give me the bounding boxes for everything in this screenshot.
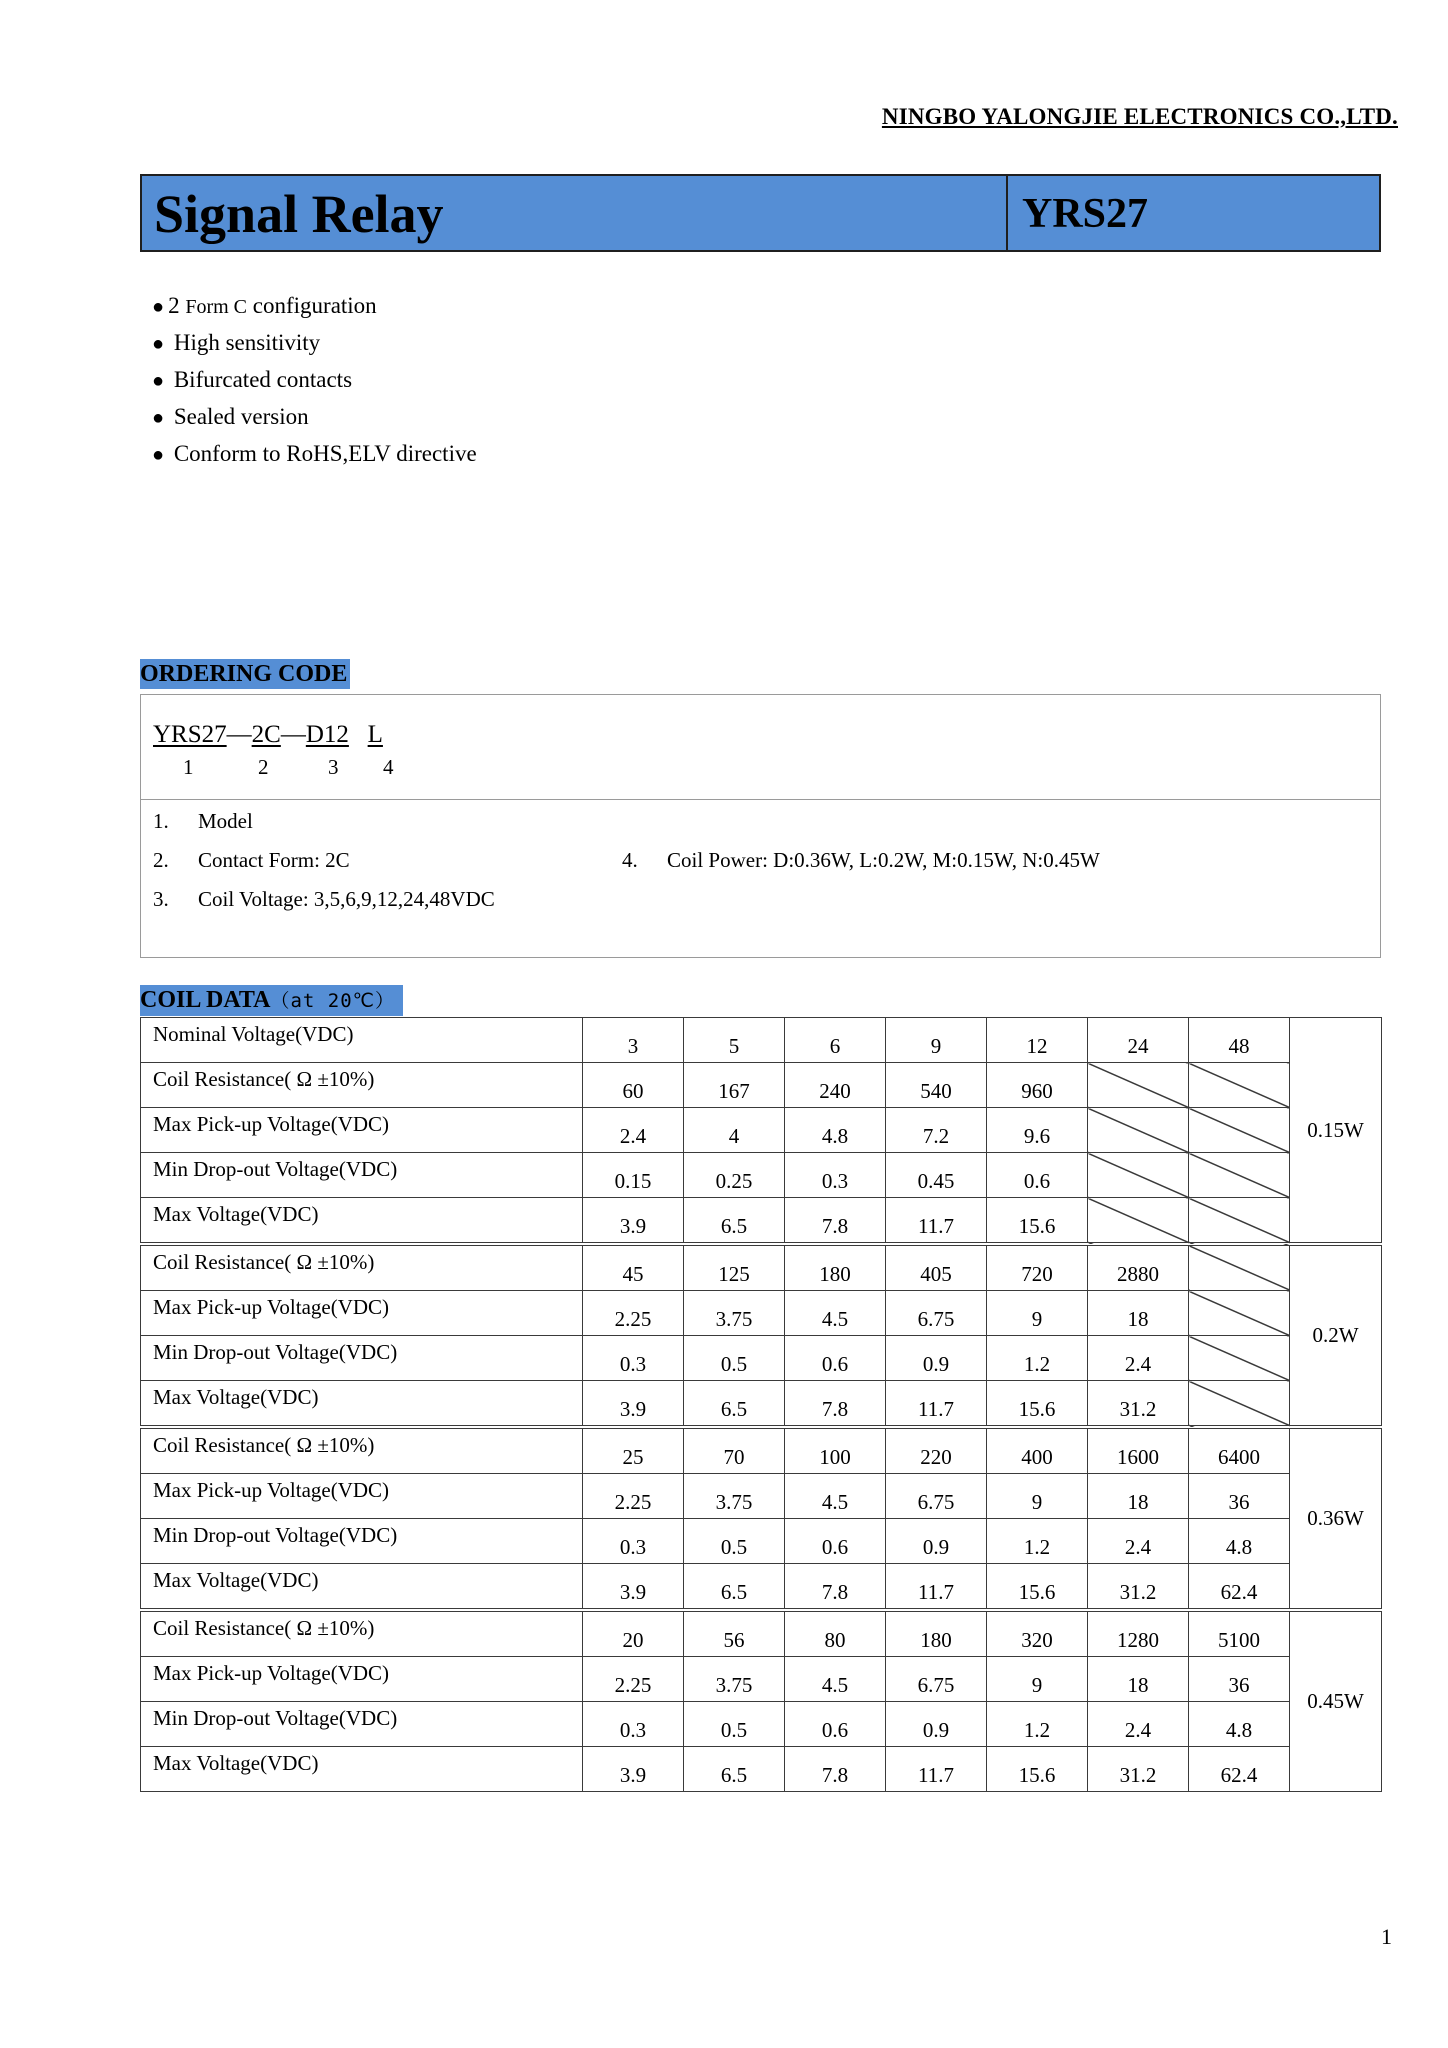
table-row — [141, 1702, 1382, 1747]
voltage-cell: 5 — [684, 1018, 785, 1063]
value-cell: 0.45 — [886, 1153, 987, 1198]
ordering-divider — [141, 799, 1380, 800]
row-label: Min Drop-out Voltage(VDC) — [141, 1702, 583, 1747]
value-cell: 0.5 — [684, 1702, 785, 1747]
feature-item: ● 2 Form C configuration — [152, 293, 377, 318]
voltage-cell: 12 — [987, 1018, 1088, 1063]
value-cell: 31.2 — [1088, 1747, 1189, 1792]
value-cell: 400 — [987, 1427, 1088, 1474]
value-cell: 0.9 — [886, 1336, 987, 1381]
value-cell: 1.2 — [987, 1702, 1088, 1747]
row-label: Min Drop-out Voltage(VDC) — [141, 1336, 583, 1381]
table-row — [141, 1336, 1382, 1381]
feature-item: ● Sealed version — [152, 404, 309, 429]
ordering-item: 1. Model — [153, 809, 253, 833]
bullet-icon: ● — [152, 370, 165, 392]
table-row — [141, 1108, 1382, 1153]
value-cell: 25 — [583, 1427, 684, 1474]
table-row — [141, 1381, 1382, 1428]
value-cell: 6.75 — [886, 1291, 987, 1336]
value-cell: 7.2 — [886, 1108, 987, 1153]
value-cell: 4.8 — [1189, 1702, 1290, 1747]
row-label: Max Voltage(VDC) — [141, 1381, 583, 1428]
value-cell: 15.6 — [987, 1381, 1088, 1428]
value-cell: 1.2 — [987, 1336, 1088, 1381]
value-cell: 56 — [684, 1610, 785, 1657]
value-cell: 18 — [1088, 1657, 1189, 1702]
row-label: Max Pick-up Voltage(VDC) — [141, 1474, 583, 1519]
table-row — [141, 1747, 1382, 1792]
value-cell: 62.4 — [1189, 1747, 1290, 1792]
value-cell: 2.4 — [1088, 1519, 1189, 1564]
value-cell: 18 — [1088, 1291, 1189, 1336]
value-cell: 6.5 — [684, 1564, 785, 1611]
company-name: NINGBO YALONGJIE ELECTRONICS CO.,LTD. — [881, 104, 1398, 129]
value-cell: 220 — [886, 1427, 987, 1474]
voltage-cell: 24 — [1088, 1018, 1189, 1063]
table-row — [141, 1244, 1382, 1291]
value-cell: 4.8 — [1189, 1519, 1290, 1564]
value-cell: 1.2 — [987, 1519, 1088, 1564]
value-cell: 45 — [583, 1244, 684, 1291]
value-cell: 4.8 — [785, 1108, 886, 1153]
row-label: Coil Resistance( Ω ±10%) — [141, 1244, 583, 1291]
coil-power-cell: 0.45W — [1290, 1610, 1382, 1792]
value-cell: 6400 — [1189, 1427, 1290, 1474]
value-cell: 2.4 — [583, 1108, 684, 1153]
coil-power-cell: 0.15W — [1290, 1018, 1382, 1245]
value-cell: 7.8 — [785, 1198, 886, 1245]
value-cell: 15.6 — [987, 1198, 1088, 1245]
table-row — [141, 1198, 1382, 1245]
value-cell: 7.8 — [785, 1747, 886, 1792]
value-cell: 9 — [987, 1291, 1088, 1336]
table-row — [141, 1657, 1382, 1702]
value-cell: 15.6 — [987, 1564, 1088, 1611]
not-available-cell — [1088, 1198, 1189, 1245]
row-label: Coil Resistance( Ω ±10%) — [141, 1427, 583, 1474]
feature-list — [152, 287, 477, 472]
table-row — [141, 1564, 1382, 1611]
not-available-cell — [1088, 1063, 1189, 1108]
table-row — [141, 1063, 1382, 1108]
bullet-icon: ● — [152, 296, 165, 318]
value-cell: 20 — [583, 1610, 684, 1657]
value-cell: 62.4 — [1189, 1564, 1290, 1611]
value-cell: 3.75 — [684, 1474, 785, 1519]
not-available-cell — [1189, 1108, 1290, 1153]
bullet-icon: ● — [152, 444, 165, 466]
not-available-cell — [1189, 1291, 1290, 1336]
not-available-cell — [1088, 1108, 1189, 1153]
not-available-cell — [1088, 1153, 1189, 1198]
not-available-cell — [1189, 1381, 1290, 1428]
value-cell: 0.3 — [583, 1519, 684, 1564]
value-cell: 6.5 — [684, 1747, 785, 1792]
value-cell: 4.5 — [785, 1291, 886, 1336]
coil-power-cell: 0.2W — [1290, 1244, 1382, 1427]
value-cell: 6.75 — [886, 1657, 987, 1702]
row-label: Max Voltage(VDC) — [141, 1198, 583, 1245]
value-cell: 2.25 — [583, 1291, 684, 1336]
value-cell: 0.6 — [785, 1702, 886, 1747]
value-cell: 36 — [1189, 1657, 1290, 1702]
value-cell: 180 — [785, 1244, 886, 1291]
value-cell: 0.9 — [886, 1519, 987, 1564]
value-cell: 100 — [785, 1427, 886, 1474]
table-row — [141, 1474, 1382, 1519]
ordering-code: YRS27—2C—D12 L — [153, 721, 383, 748]
value-cell: 4.5 — [785, 1474, 886, 1519]
value-cell: 2.25 — [583, 1474, 684, 1519]
value-cell: 4 — [684, 1108, 785, 1153]
nominal-voltage-row — [141, 1018, 1382, 1063]
value-cell: 31.2 — [1088, 1381, 1189, 1428]
value-cell: 0.3 — [583, 1702, 684, 1747]
value-cell: 3.9 — [583, 1747, 684, 1792]
coil-power-cell: 0.36W — [1290, 1427, 1382, 1610]
value-cell: 3.75 — [684, 1291, 785, 1336]
value-cell: 240 — [785, 1063, 886, 1108]
feature-item: ● High sensitivity — [152, 330, 321, 355]
row-label: Nominal Voltage(VDC) — [141, 1018, 583, 1063]
value-cell: 36 — [1189, 1474, 1290, 1519]
model-number: YRS27 — [1022, 191, 1149, 237]
page-number: 1 — [1381, 1924, 1392, 1949]
value-cell: 70 — [684, 1427, 785, 1474]
row-label: Min Drop-out Voltage(VDC) — [141, 1153, 583, 1198]
value-cell: 180 — [886, 1610, 987, 1657]
value-cell: 125 — [684, 1244, 785, 1291]
not-available-cell — [1189, 1198, 1290, 1245]
value-cell: 15.6 — [987, 1747, 1088, 1792]
row-label: Min Drop-out Voltage(VDC) — [141, 1519, 583, 1564]
value-cell: 3.9 — [583, 1564, 684, 1611]
value-cell: 7.8 — [785, 1564, 886, 1611]
row-label: Coil Resistance( Ω ±10%) — [141, 1610, 583, 1657]
value-cell: 1600 — [1088, 1427, 1189, 1474]
product-title: Signal Relay — [142, 176, 1008, 250]
value-cell: 6.75 — [886, 1474, 987, 1519]
voltage-cell: 3 — [583, 1018, 684, 1063]
row-label: Max Pick-up Voltage(VDC) — [141, 1657, 583, 1702]
value-cell: 6.5 — [684, 1381, 785, 1428]
value-cell: 9.6 — [987, 1108, 1088, 1153]
table-row — [141, 1519, 1382, 1564]
voltage-cell: 6 — [785, 1018, 886, 1063]
table-row — [141, 1291, 1382, 1336]
coil-data-table — [140, 1017, 1382, 1792]
value-cell: 9 — [987, 1657, 1088, 1702]
value-cell: 80 — [785, 1610, 886, 1657]
ordering-item: 4. Coil Power: D:0.36W, L:0.2W, M:0.15W, N:0.45W — [622, 848, 1100, 872]
value-cell: 11.7 — [886, 1564, 987, 1611]
row-label: Max Pick-up Voltage(VDC) — [141, 1291, 583, 1336]
row-label: Max Voltage(VDC) — [141, 1747, 583, 1792]
ordering-item: 2. Contact Form: 2C — [153, 848, 350, 872]
value-cell: 0.6 — [785, 1519, 886, 1564]
coil-data-heading: COIL DATA（at 20℃） — [140, 985, 403, 1016]
value-cell: 0.9 — [886, 1702, 987, 1747]
title-banner — [140, 174, 1381, 252]
value-cell: 11.7 — [886, 1198, 987, 1245]
value-cell: 405 — [886, 1244, 987, 1291]
value-cell: 0.6 — [785, 1336, 886, 1381]
value-cell: 2.4 — [1088, 1702, 1189, 1747]
value-cell: 0.25 — [684, 1153, 785, 1198]
value-cell: 31.2 — [1088, 1564, 1189, 1611]
value-cell: 3.9 — [583, 1381, 684, 1428]
feature-item: ● Conform to RoHS,ELV directive — [152, 441, 477, 466]
value-cell: 0.5 — [684, 1336, 785, 1381]
ordering-item: 3. Coil Voltage: 3,5,6,9,12,24,48VDC — [153, 887, 495, 911]
value-cell: 0.6 — [987, 1153, 1088, 1198]
value-cell: 7.8 — [785, 1381, 886, 1428]
value-cell: 960 — [987, 1063, 1088, 1108]
value-cell: 1280 — [1088, 1610, 1189, 1657]
not-available-cell — [1189, 1153, 1290, 1198]
value-cell: 60 — [583, 1063, 684, 1108]
value-cell: 4.5 — [785, 1657, 886, 1702]
value-cell: 9 — [987, 1474, 1088, 1519]
code-index: 2 — [258, 755, 269, 779]
bullet-icon: ● — [152, 333, 165, 355]
value-cell: 0.15 — [583, 1153, 684, 1198]
feature-item: ● Bifurcated contacts — [152, 367, 353, 392]
table-row — [141, 1610, 1382, 1657]
not-available-cell — [1189, 1336, 1290, 1381]
not-available-cell — [1189, 1063, 1290, 1108]
value-cell: 540 — [886, 1063, 987, 1108]
value-cell: 11.7 — [886, 1381, 987, 1428]
table-row — [141, 1153, 1382, 1198]
row-label: Max Voltage(VDC) — [141, 1564, 583, 1611]
bullet-icon: ● — [152, 407, 165, 429]
value-cell: 720 — [987, 1244, 1088, 1291]
value-cell: 3.75 — [684, 1657, 785, 1702]
value-cell: 0.5 — [684, 1519, 785, 1564]
value-cell: 11.7 — [886, 1747, 987, 1792]
voltage-cell: 9 — [886, 1018, 987, 1063]
not-available-cell — [1189, 1244, 1290, 1291]
value-cell: 0.3 — [583, 1336, 684, 1381]
value-cell: 18 — [1088, 1474, 1189, 1519]
code-index: 3 — [328, 755, 339, 779]
ordering-code-heading: ORDERING CODE — [140, 659, 350, 689]
value-cell: 2880 — [1088, 1244, 1189, 1291]
value-cell: 6.5 — [684, 1198, 785, 1245]
row-label: Coil Resistance( Ω ±10%) — [141, 1063, 583, 1108]
value-cell: 2.4 — [1088, 1336, 1189, 1381]
code-index: 1 — [183, 755, 194, 779]
value-cell: 2.25 — [583, 1657, 684, 1702]
code-index: 4 — [383, 755, 394, 779]
value-cell: 3.9 — [583, 1198, 684, 1245]
value-cell: 320 — [987, 1610, 1088, 1657]
ordering-code-box — [140, 694, 1381, 958]
voltage-cell: 48 — [1189, 1018, 1290, 1063]
value-cell: 5100 — [1189, 1610, 1290, 1657]
value-cell: 0.3 — [785, 1153, 886, 1198]
row-label: Max Pick-up Voltage(VDC) — [141, 1108, 583, 1153]
table-row — [141, 1427, 1382, 1474]
value-cell: 167 — [684, 1063, 785, 1108]
